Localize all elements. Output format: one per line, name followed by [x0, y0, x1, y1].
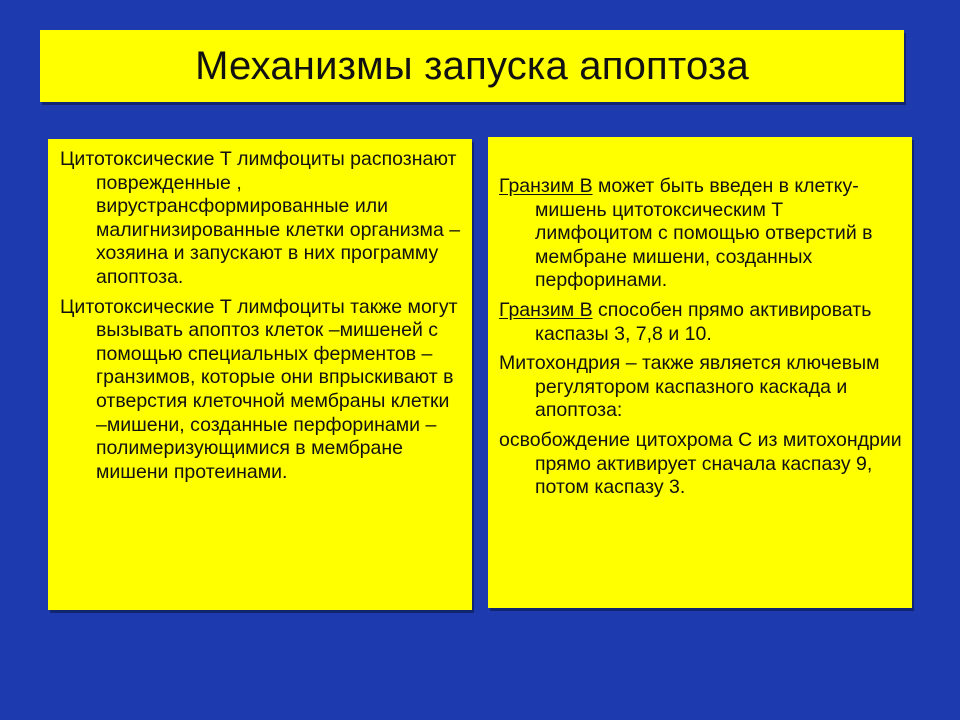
right-paragraph-3: Митохондрия – также является ключевым регулятором каспазного каскада и апоптоза: [499, 352, 880, 422]
right-text-panel [488, 137, 912, 608]
right-paragraph-2-text: способен прямо активировать каспазы 3, 7,8 и 10. [535, 298, 872, 345]
left-paragraph-2: Цитотоксические Т лимфоциты также могут вызывать апоптоз клеток –мишеней с помощью специальных ферментов – гранзимов, которые они впрыскивают в отверстия клеточной мембраны клетки –мишени, созданные перфоринами – полимеризующимися в мембране мишени протеинами. [60, 295, 458, 483]
left-text-panel [48, 139, 472, 610]
title-banner [40, 30, 904, 102]
right-paragraph-2 [499, 299, 904, 346]
slide-title: Механизмы запуска апоптоза [195, 43, 749, 88]
left-paragraph-1: Цитотоксические Т лимфоциты распознают поврежденные , вирустрансформированные или малигнизированные клетки организма –хозяина и запускают в них программу апоптоза. [60, 148, 461, 288]
granzyme-b-term: Гранзим В [499, 298, 593, 321]
granzyme-b-term: Гранзим В [499, 175, 593, 197]
right-paragraph-1 [499, 175, 904, 293]
right-paragraph-1-text: может быть введен в клетку-мишень цитотоксическим Т лимфоцитом с помощью отверстий в мембране мишени, созданных перфоринами. [535, 175, 873, 292]
right-paragraph-4: освобождение цитохрома С из митохондрии прямо активирует сначала каспазу 9, потом каспазу 3. [499, 428, 902, 499]
